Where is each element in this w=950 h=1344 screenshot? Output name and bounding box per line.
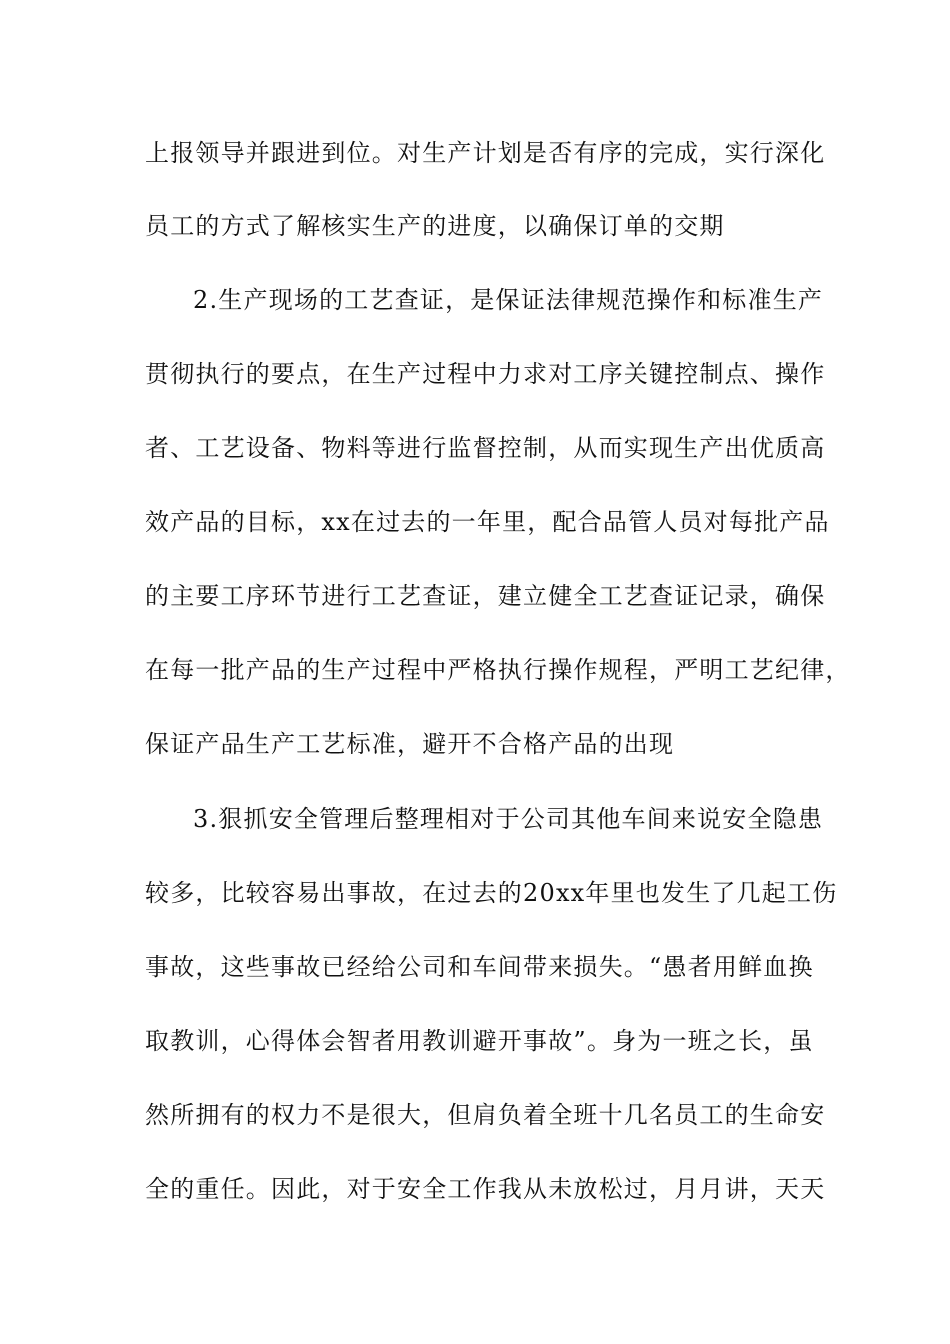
text-line-5: 者、工艺设备、物料等进行监督控制，从而实现生产出优质高 xyxy=(145,434,826,462)
text-line-12: 事故，这些事故已经给公司和车间带来损失。“愚者用鲜血换 xyxy=(145,953,814,981)
text-line-3: 2.生产现场的工艺查证，是保证法律规范操作和标准生产 xyxy=(193,286,824,314)
text-line-7: 的主要工序环节进行工艺查证，建立健全工艺查证记录，确保 xyxy=(145,582,826,610)
text-line-10: 3.狠抓安全管理后整理相对于公司其他车间来说安全隐患 xyxy=(193,805,824,833)
text-line-4: 贯彻执行的要点，在生产过程中力求对工序关键控制点、操作 xyxy=(145,360,826,388)
text-line-9: 保证产品生产工艺标准，避开不合格产品的出现 xyxy=(145,730,675,758)
text-line-11: 较多，比较容易出事故，在过去的20xx年里也发生了几起工伤 xyxy=(145,879,838,907)
text-line-6: 效产品的目标，xx在过去的一年里，配合品管人员对每批产品 xyxy=(145,508,830,536)
text-line-8: 在每一批产品的生产过程中严格执行操作规程，严明工艺纪律， xyxy=(145,656,851,684)
text-line-2: 员工的方式了解核实生产的进度，以确保订单的交期 xyxy=(145,212,725,240)
text-line-13: 取教训，心得体会智者用教训避开事故”。身为一班之长，虽 xyxy=(145,1027,814,1055)
text-line-14: 然所拥有的权力不是很大，但肩负着全班十几名员工的生命安 xyxy=(145,1101,826,1129)
text-line-15: 全的重任。因此，对于安全工作我从未放松过，月月讲，天天 xyxy=(145,1175,826,1203)
text-line-1: 上报领导并跟进到位。对生产计划是否有序的完成，实行深化 xyxy=(145,139,826,167)
